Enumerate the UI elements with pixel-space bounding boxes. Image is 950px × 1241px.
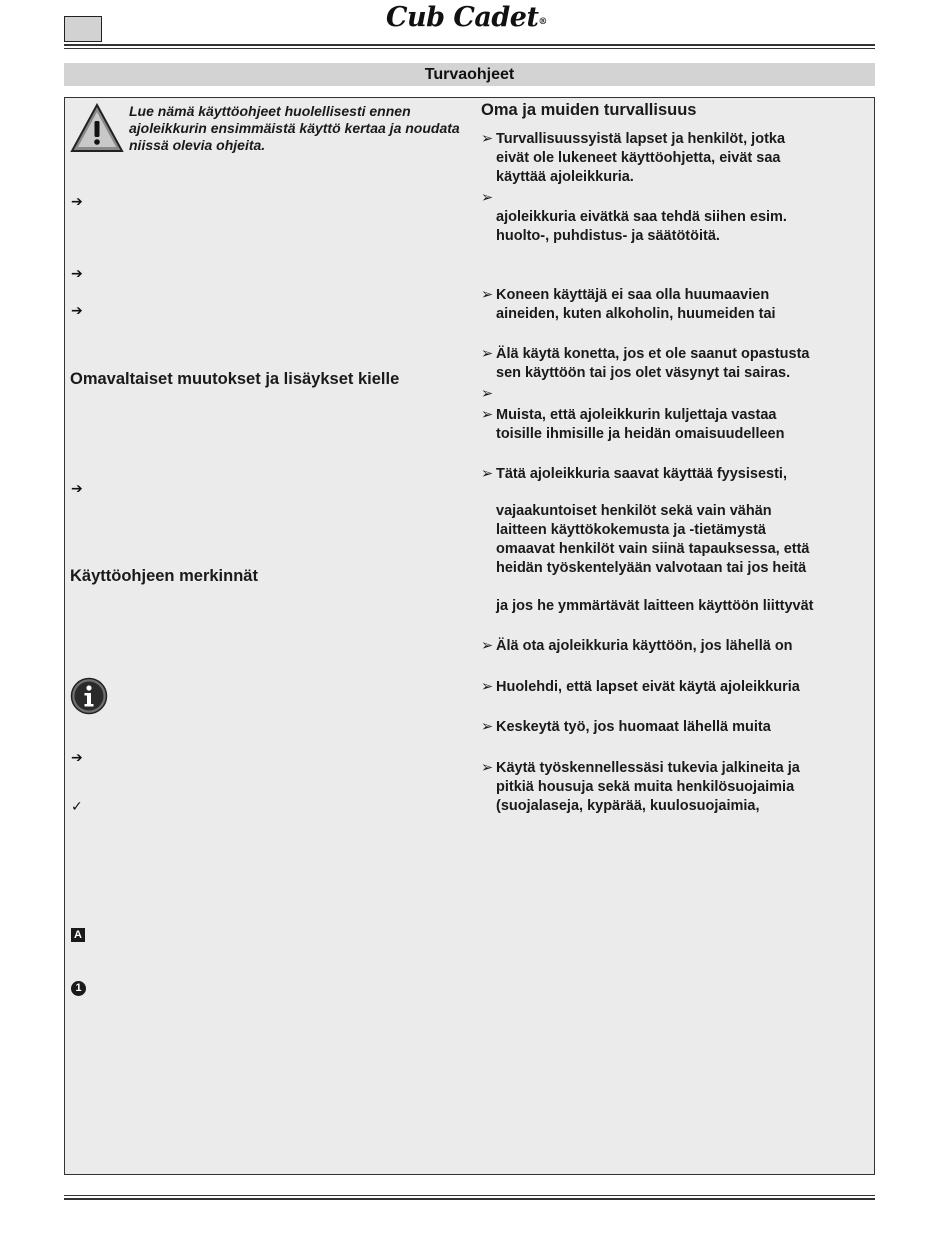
bullet-text: Tätä ajoleikkuria saavat käyttää fyysisesti, [496, 466, 787, 482]
bullet-text: Koneen käyttäjä ei saa olla huumaavien aineiden, kuten alkoholin, huumeiden tai [496, 287, 776, 322]
section-title: Turvaohjeet [64, 63, 875, 86]
arrow-marker: ➔ [71, 749, 83, 765]
bullet-arrow-icon: ➢ [481, 679, 494, 695]
bullet-arrow-icon: ➢ [481, 386, 494, 402]
heading-safety: Oma ja muiden turvallisuus [481, 101, 697, 119]
bullet-text: Muista, että ajoleikkurin kuljettaja vastaa toisille ihmisille ja heidän omaisuudelleen [496, 407, 785, 442]
footer-rule-thin [64, 1195, 875, 1196]
footer-rule-thick [64, 1198, 875, 1200]
logo-text: Cub Cadet [386, 2, 539, 33]
bullet-arrow-icon: ➢ [481, 466, 494, 482]
bullet-continuation: ajoleikkuria eivätkä saa tehdä siihen esim. huolto-, puhdistus- ja säätötöitä. [496, 209, 787, 244]
bullet-item [481, 759, 876, 816]
bullet-item [481, 286, 876, 324]
bullet-item [481, 637, 876, 656]
page-number-box [64, 16, 102, 42]
bullet-item [481, 678, 876, 697]
warning-triangle-icon [70, 103, 124, 153]
arrow-marker: ➔ [71, 265, 83, 281]
bullet-text: Käytä työskennellessäsi tukevia jalkineita ja pitkiä housuja sekä muita henkilösuojaimia (suojalaseja, kypärää, kuulosuojaimia, [496, 760, 800, 814]
arrow-marker: ➔ [71, 193, 83, 209]
bullet-arrow-icon: ➢ [481, 719, 494, 735]
arrow-marker: ➔ [71, 302, 83, 318]
check-icon: ✓ [71, 798, 83, 814]
warning-text: Lue nämä käyttöohjeet huolellisesti ennen ajoleikkurin ensimmäistä käyttö kertaa ja noudata niissä olevia ohjeita. [129, 103, 460, 153]
bullet-text: Huolehdi, että lapset eivät käytä ajoleikkuria [496, 679, 800, 695]
bullet-continuation: vajaakuntoiset henkilöt sekä vain vähän laitteen käyttökokemusta ja -tietämystä omaavat henkilöt vain siinä tapauksessa, että heidän työskentelyään valvotaan tai jos heitä [496, 503, 810, 576]
bullet-text: Älä ota ajoleikkuria käyttöön, jos lähellä on [496, 638, 793, 654]
heading-modifications: Omavaltaiset muutokset ja lisäykset kielle [70, 370, 400, 388]
heading-symbols: Käyttöohjeen merkinnät [70, 567, 258, 585]
figure-letter-box: A [71, 928, 85, 942]
bullet-arrow-icon: ➢ [481, 287, 494, 303]
bullet-arrow-icon: ➢ [481, 760, 494, 776]
bullet-text: Keskeytä työ, jos huomaat lähellä muita [496, 719, 771, 735]
bullet-arrow-icon: ➢ [481, 407, 494, 423]
bullet-item [481, 406, 876, 444]
bullet-arrow-icon: ➢ [481, 131, 494, 147]
arrow-marker: ➔ [71, 480, 83, 496]
content-panel [64, 97, 875, 1175]
bullet-text: Turvallisuussyistä lapset ja henkilöt, jotka eivät ole lukeneet käyttöohjetta, eivät saa käyttää ajoleikkuria. [496, 131, 786, 185]
bullet-item [481, 465, 876, 484]
header-rule-thin [64, 48, 875, 49]
bullet-item [481, 130, 876, 187]
bullet-arrow-icon: ➢ [481, 346, 494, 362]
brand-logo [386, 2, 566, 36]
bullet-text: Älä käytä konetta, jos et ole saanut opastusta sen käyttöön tai jos olet väsynyt tai sairas. [496, 346, 810, 381]
bullet-arrow-icon: ➢ [481, 190, 494, 206]
header-rule-thick [64, 44, 875, 46]
info-circle-icon [70, 677, 108, 715]
bullet-item [481, 718, 876, 737]
step-number-circle: 1 [71, 981, 86, 996]
bullet-continuation: ja jos he ymmärtävät laitteen käyttöön liittyvät [496, 598, 814, 614]
logo-registered-mark: ® [538, 17, 547, 27]
bullet-item [481, 345, 876, 383]
bullet-arrow-icon: ➢ [481, 638, 494, 654]
